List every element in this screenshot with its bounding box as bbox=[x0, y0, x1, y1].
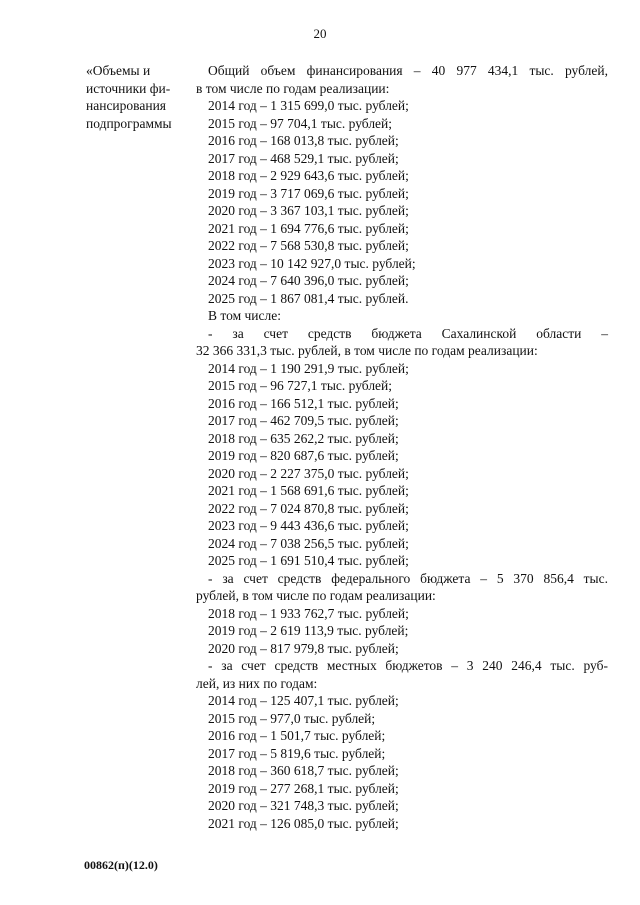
funding-line: лей, из них по годам: bbox=[196, 675, 318, 691]
funding-line: 2019 год – 820 687,6 тыс. рублей; bbox=[208, 448, 399, 463]
funding-line: 2023 год – 9 443 436,6 тыс. рублей; bbox=[208, 518, 409, 533]
funding-line: 2016 год – 166 512,1 тыс. рублей; bbox=[208, 395, 399, 411]
funding-line: 2023 год – 10 142 927,0 тыс. рублей; bbox=[208, 255, 416, 271]
funding-line: 2019 год – 3 717 069,6 тыс. рублей; bbox=[208, 185, 409, 201]
funding-line: - за счет средств бюджета Сахалинской области – bbox=[208, 325, 608, 341]
section-label-line: нансирования bbox=[86, 98, 167, 113]
funding-line: 2014 год – 125 407,1 тыс. рублей; bbox=[208, 693, 399, 708]
funding-line: 2018 год – 635 262,2 тыс. рублей; bbox=[208, 430, 399, 446]
funding-line: в том числе по годам реализации: bbox=[196, 80, 390, 96]
funding-line: 2022 год – 7 024 870,8 тыс. рублей; bbox=[208, 500, 409, 516]
funding-line: 2018 год – 2 929 643,6 тыс. рублей; bbox=[208, 168, 409, 183]
funding-line: 2019 год – 2 619 113,9 тыс. рублей; bbox=[208, 623, 409, 638]
funding-line: 2020 год – 321 748,3 тыс. рублей; bbox=[208, 798, 399, 813]
funding-line: Общий объем финансирования – 40 977 434,1 тыс. рублей, bbox=[208, 63, 608, 78]
funding-line: 2018 год – 1 933 762,7 тыс. рублей; bbox=[208, 605, 409, 621]
funding-line: 32 366 331,3 тыс. рублей, в том числе по годам реализации: bbox=[196, 343, 538, 358]
funding-line: 2017 год – 468 529,1 тыс. рублей; bbox=[208, 150, 399, 166]
funding-line: 2014 год – 1 190 291,9 тыс. рублей; bbox=[208, 360, 409, 376]
funding-line: 2016 год – 168 013,8 тыс. рублей; bbox=[208, 133, 399, 148]
funding-line: 2016 год – 1 501,7 тыс. рублей; bbox=[208, 728, 386, 743]
funding-line: 2014 год – 1 315 699,0 тыс. рублей; bbox=[208, 98, 409, 113]
funding-line: 2020 год – 817 979,8 тыс. рублей; bbox=[208, 640, 399, 656]
funding-line: 2021 год – 126 085,0 тыс. рублей; bbox=[208, 815, 399, 831]
funding-details bbox=[196, 62, 608, 832]
funding-line: 2022 год – 7 568 530,8 тыс. рублей; bbox=[208, 238, 409, 253]
funding-line: 2017 год – 5 819,6 тыс. рублей; bbox=[208, 745, 386, 761]
funding-line: 2015 год – 96 727,1 тыс. рублей; bbox=[208, 378, 393, 393]
funding-line: - за счет средств местных бюджетов – 3 240 246,4 тыс. руб- bbox=[208, 658, 608, 673]
funding-line: 2015 год – 977,0 тыс. рублей; bbox=[208, 710, 376, 726]
funding-line: В том числе: bbox=[208, 308, 281, 323]
funding-line: 2021 год – 1 568 691,6 тыс. рублей; bbox=[208, 483, 409, 498]
funding-line: 2025 год – 1 867 081,4 тыс. рублей. bbox=[208, 290, 409, 306]
funding-line: - за счет средств федерального бюджета – 5 370 856,4 тыс. bbox=[208, 570, 608, 586]
section-label bbox=[86, 62, 196, 132]
funding-line: 2020 год – 2 227 375,0 тыс. рублей; bbox=[208, 465, 409, 481]
page-number: 20 bbox=[313, 26, 327, 41]
funding-line: 2020 год – 3 367 103,1 тыс. рублей; bbox=[208, 203, 409, 218]
funding-line: 2017 год – 462 709,5 тыс. рублей; bbox=[208, 413, 399, 428]
section-label-line: «Объемы и bbox=[86, 63, 151, 78]
funding-line: 2024 год – 7 640 396,0 тыс. рублей; bbox=[208, 273, 409, 288]
section-label-line: источники фи- bbox=[86, 80, 171, 96]
funding-line: 2019 год – 277 268,1 тыс. рублей; bbox=[208, 780, 399, 796]
funding-line: рублей, в том числе по годам реализации: bbox=[196, 588, 436, 603]
funding-line: 2025 год – 1 691 510,4 тыс. рублей; bbox=[208, 553, 409, 568]
document-code: 00862(п)(12.0) bbox=[84, 858, 158, 872]
section-label-line: подпрограммы bbox=[86, 115, 172, 131]
funding-line: 2018 год – 360 618,7 тыс. рублей; bbox=[208, 763, 399, 778]
funding-line: 2024 год – 7 038 256,5 тыс. рублей; bbox=[208, 535, 409, 551]
funding-line: 2015 год – 97 704,1 тыс. рублей; bbox=[208, 115, 393, 131]
funding-line: 2021 год – 1 694 776,6 тыс. рублей; bbox=[208, 220, 409, 236]
